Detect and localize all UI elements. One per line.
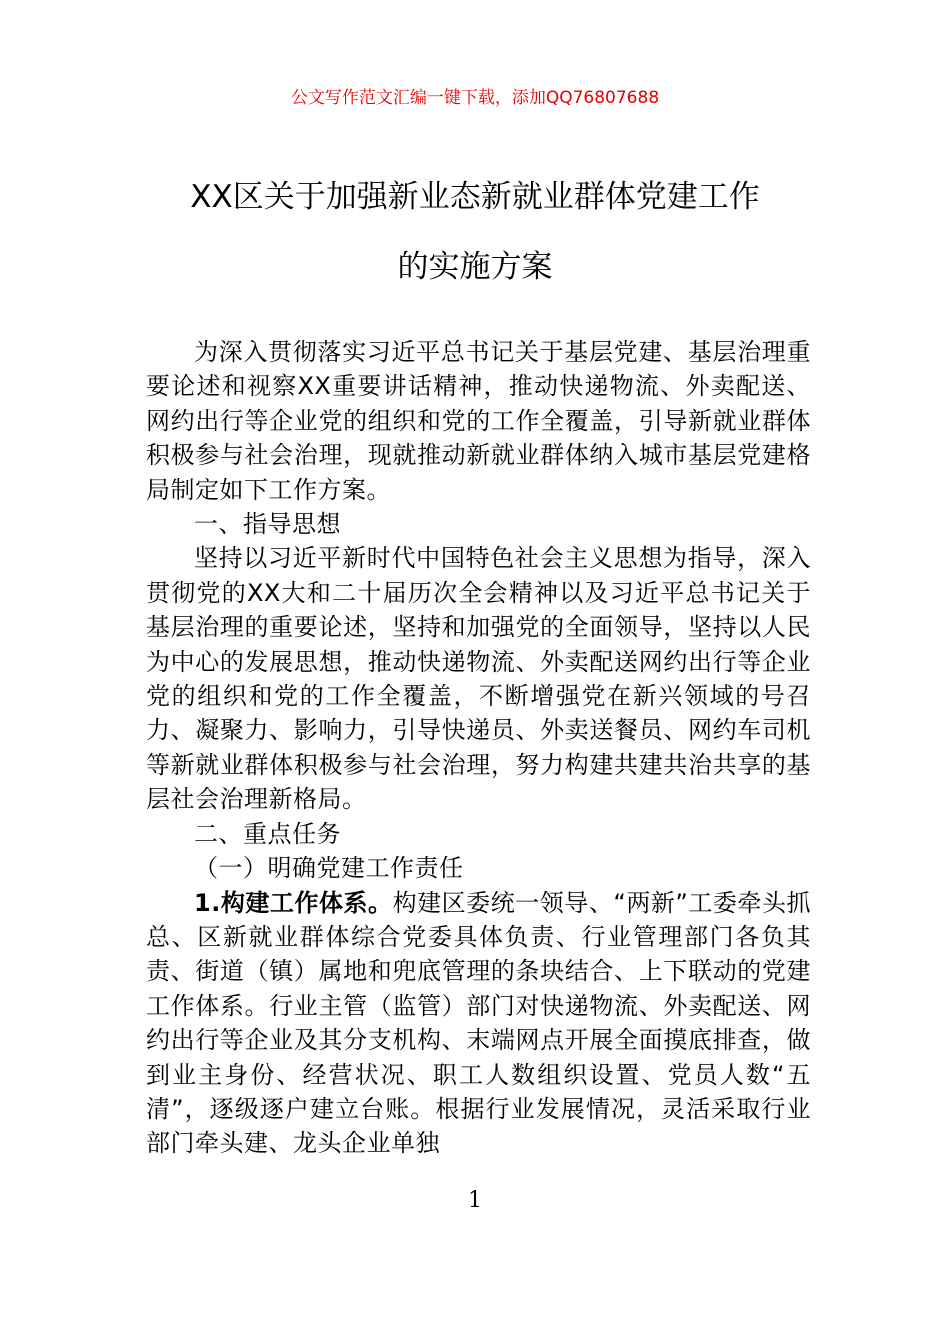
intro-paragraph: 为深入贯彻落实习近平总书记关于基层党建、基层治理重要论述和视察XX重要讲话精神，推动快递物流、外卖配送、网约出行等企业党的组织和党的工作全覆盖，引导新就业群体积极参与社会治理，现就推动新就业群体纳入城市基层党建格局制定如下工作方案。 — [146, 338, 811, 504]
page-number: 1 — [468, 1188, 482, 1213]
page-title-line-2: 的实施方案 — [397, 249, 553, 285]
section-1-heading: 一、指导思想 — [194, 510, 341, 539]
page-title-line-1: XX区关于加强新业态新就业群体党建工作 — [190, 179, 760, 215]
section-2-heading: 二、重点任务 — [194, 819, 341, 848]
item-1-title: 1.构建工作体系。 — [194, 888, 393, 917]
item-1-paragraph — [146, 886, 811, 1161]
download-banner: 公文写作范文汇编一键下载，添加QQ76807688 — [290, 88, 660, 108]
subsection-1-heading: （一）明确党建工作责任 — [194, 854, 464, 883]
document-body — [146, 335, 811, 1161]
section-1-paragraph: 坚持以习近平新时代中国特色社会主义思想为指导，深入贯彻党的XX大和二十届历次全会精神以及习近平总书记关于基层治理的重要论述，坚持和加强党的全面领导，坚持以人民为中心的发展思想，推动快递物流、外卖配送网约出行等企业党的组织和党的工作全覆盖，不断增强党在新兴领域的号召力、凝聚力、影响力，引导快递员、外卖送餐员、网约车司机等新就业群体积极参与社会治理，努力构建共建共治共享的基层社会治理新格局。 — [146, 544, 811, 814]
item-1-text: 构建区委统一领导、“两新”工委牵头抓总、区新就业群体综合党委具体负责、行业管理部门各负其责、街道（镇）属地和兜底管理的条块结合、上下联动的党建工作体系。行业主管（监管）部门对快递物流、外卖配送、网约出行等企业及其分支机构、末端网点开展全面摸底排查，做到业主身份、经营状况、职工人数组织设置、党员人数“五清”，逐级逐户建立台账。根据行业发展情况，灵活采取行业部门牵头建、龙头企业单独 — [146, 888, 811, 1158]
